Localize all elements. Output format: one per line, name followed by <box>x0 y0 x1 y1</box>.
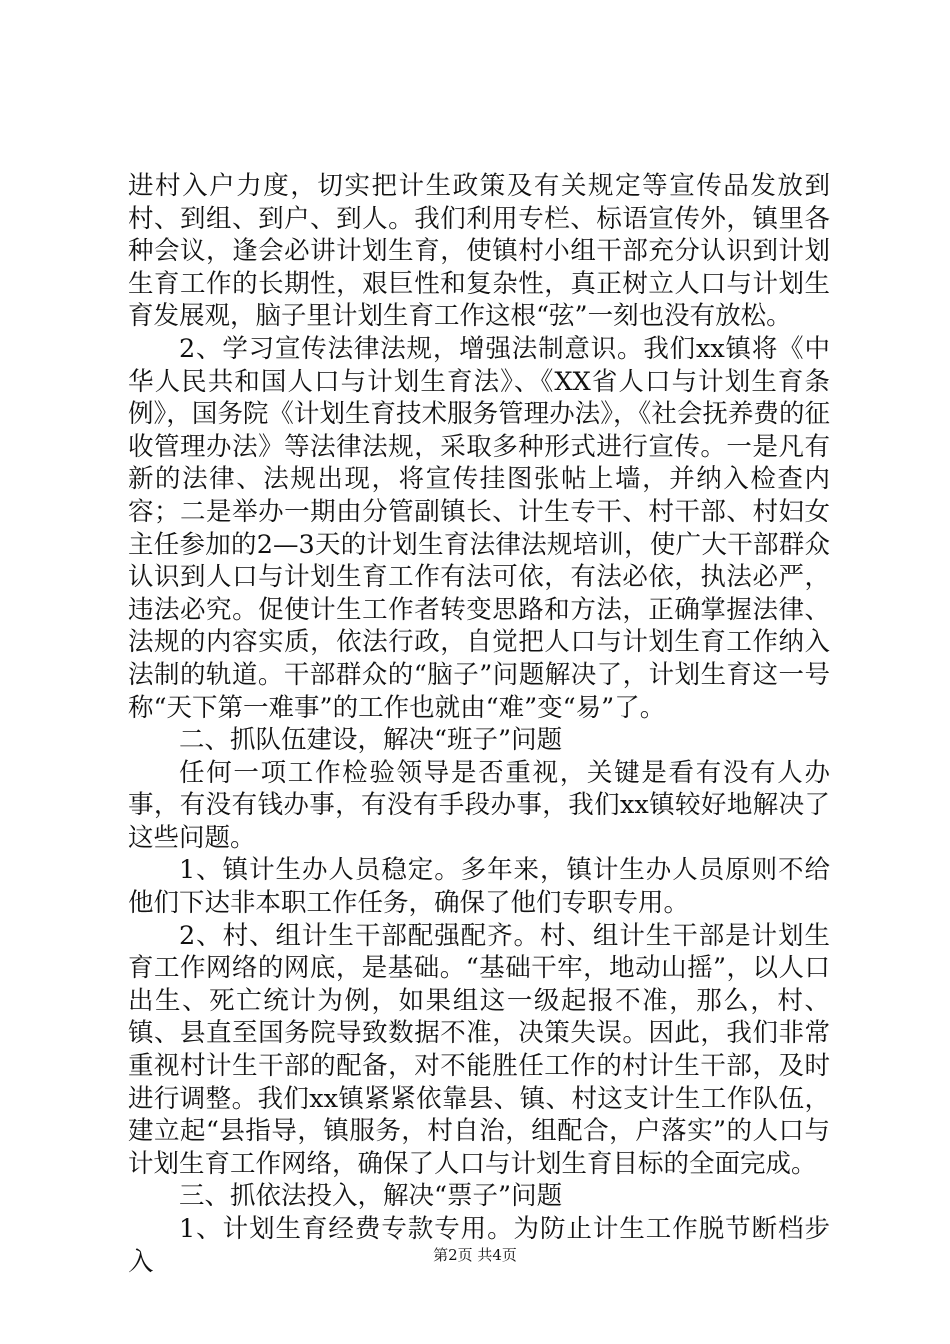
paragraph-2: 2、学习宣传法律法规，增强法制意识。我们xx镇将《中华人民共和国人口与计划生育法》、《XX省人口与计划生育条例》，国务院《计划生育技术服务管理办法》，《社会抚养费的征收管理办法》等法律法规，采取多种形式进行宣传。一是凡有新的法律、法规出现，将宣传挂图张帖上墙，并纳入检查内容；二是举办一期由分管副镇长、计生专干、村干部、村妇女主任参加的2—3天的计划生育法律法规培训，使广大干部群众认识到人口与计划生育工作有法可依，有法必依，执法必严，违法必究。促使计生工作者转变思路和方法，正确掌握法律、法规的内容实质，依法行政，自觉把人口与计划生育工作纳入法制的轨道。干部群众的“脑子”问题解决了，计划生育这一号称“天下第一难事”的工作也就由“难”变“易”了。 <box>128 333 830 723</box>
paragraph-4: 1、镇计生办人员稳定。多年来，镇计生办人员原则不给他们下达非本职工作任务，确保了他们专职专用。 <box>128 855 830 919</box>
paragraph-6: 1、计划生育经费专款专用。为防止计生工作脱节断档步入 <box>128 1214 830 1277</box>
document-body <box>128 170 830 1278</box>
paragraph-3: 任何一项工作检验领导是否重视，关键是看有没有人办事，有没有钱办事，有没有手段办事，我们xx镇较好地解决了这些问题。 <box>128 757 830 853</box>
paragraph-5: 2、村、组计生干部配强配齐。村、组计生干部是计划生育工作网络的网底，是基础。“基础干牢，地动山摇”，以人口出生、死亡统计为例，如果组这一级起报不准，那么，村、镇、县直至国务院导致数据不准，决策失误。因此，我们非常重视村计生干部的配备，对不能胜任工作的村计生干部，及时进行调整。我们xx镇紧紧依靠县、镇、村这支计生工作队伍，建立起“县指导，镇服务，村自治，组配合，户落实”的人口与计划生育工作网络，确保了人口与计划生育目标的全面完成。 <box>128 920 830 1179</box>
section-heading-3: 三、抓依法投入，解决“票子”问题 <box>179 1181 563 1212</box>
paragraph-1: 进村入户力度，切实把计生政策及有关规定等宣传品发放到村、到组、到户、到人。我们利用专栏、标语宣传外，镇里各种会议，逢会必讲计划生育，使镇村小组干部充分认识到计划生育工作的长期性，艰巨性和复杂性，真正树立人口与计划生育发展观，脑子里计划生育工作这根“弦”一刻也没有放松。 <box>128 171 830 332</box>
section-heading-2: 二、抓队伍建设，解决“班子”问题 <box>179 725 563 756</box>
page-number-footer: 第2页 共4页 <box>433 1246 517 1264</box>
